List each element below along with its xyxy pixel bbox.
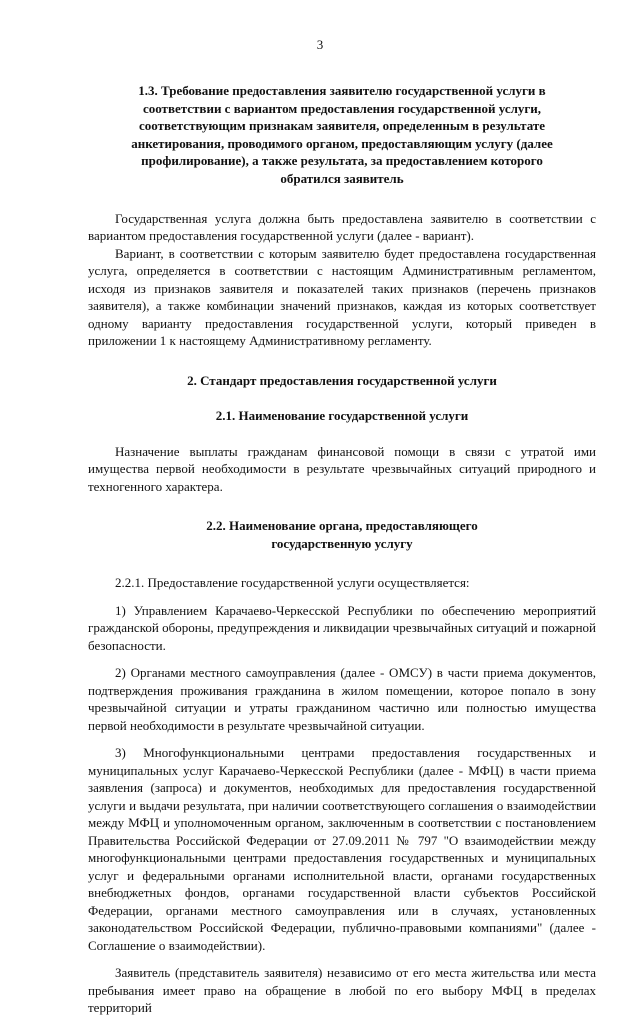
document-body: [88, 82, 596, 1017]
page-number: 3: [316, 37, 324, 52]
section-2-2-paragraph: Заявитель (представитель заявителя) независимо от его места жительства или места пребывания имеет право на обращение в любой по его выбору МФЦ в пределах территорий: [88, 965, 596, 1016]
section-2-2-heading: 2.2. Наименование органа, предоставляющего государственную услугу: [206, 518, 478, 551]
section-2-2-paragraph: 1) Управлением Карачаево-Черкесской Республики по обеспечению мероприятий гражданской обороны, предупреждения и ликвидации чрезвычайных ситуаций и пожарной безопасности.: [88, 602, 596, 653]
section-1-3-paragraph: Вариант, в соответствии с которым заявителю будет предоставлена государственная услуга, определяется в соответствии с настоящим Административным регламентом, исходя из признаков заявителя и показателей таких признаков (перечень признаков заявителя), а также комбинации значений признаков, каждая из которых соответствует одному варианту предоставления государственной услуги, который приведен в приложении 1 к настоящему Административному регламенту.: [88, 245, 596, 349]
section-2-2-paragraph: 2.2.1. Предоставление государственной услуги осуществляется:: [115, 575, 470, 591]
section-2-2-paragraph: 2) Органами местного самоуправления (далее - ОМСУ) в части приема документов, подтверждения проживания гражданина в жилом помещении, которое попало в зону чрезвычайной ситуации и утраты гражданином частично или полностью имущества первой необходимости в результате чрезвычайной ситуации.: [88, 665, 596, 733]
section-2-1-heading: 2.1. Наименование государственной услуги: [215, 408, 469, 424]
section-2-2-paragraph: 3) Многофункциональными центрами предоставления государственных и муниципальных услуг Карачаево-Черкесской Республики (далее - МФЦ) в части приема заявления (запроса) и документов, необходимых для предоставления государственной услуги и выдачи результата, при наличии соответствующего соглашения о взаимодействии между МФЦ и уполномоченным органом, заключенным в соответствии с постановлением Правительства Российской Федерации от 27.09.2011 № 797 "О взаимодействии между многофункциональными центрами предоставления государственных и муниципальных услуг и федеральными органами исполнительной власти, органами государственных внебюджетных фондов, органами государственной власти субъектов Российской Федерации, органами местного самоуправления или в случаях, установленных законодательством Российской Федерации, публично-правовыми компаниями" (далее - Соглашение о взаимодействии).: [88, 745, 596, 953]
section-2-1-paragraph: Назначение выплаты гражданам финансовой помощи в связи с утратой ими имущества первой необходимости в результате чрезвычайных ситуаций природного и техногенного характера.: [88, 443, 596, 494]
section-1-3-heading: 1.3. Требование предоставления заявителю государственной услуги в соответствии с вариантом предоставления государственной услуги, соответствующим признакам заявителя, определенным в результате анкетирования, проводимого органом, предоставляющим услугу (далее профилирование), а также результата, за предоставлением которого обратился заявитель: [131, 83, 553, 186]
section-1-3-paragraph: Государственная услуга должна быть предоставлена заявителю в соответствии с вариантом предоставления государственной услуги (далее - вариант).: [88, 210, 596, 244]
section-2-heading: 2. Стандарт предоставления государственной услуги: [187, 372, 497, 388]
